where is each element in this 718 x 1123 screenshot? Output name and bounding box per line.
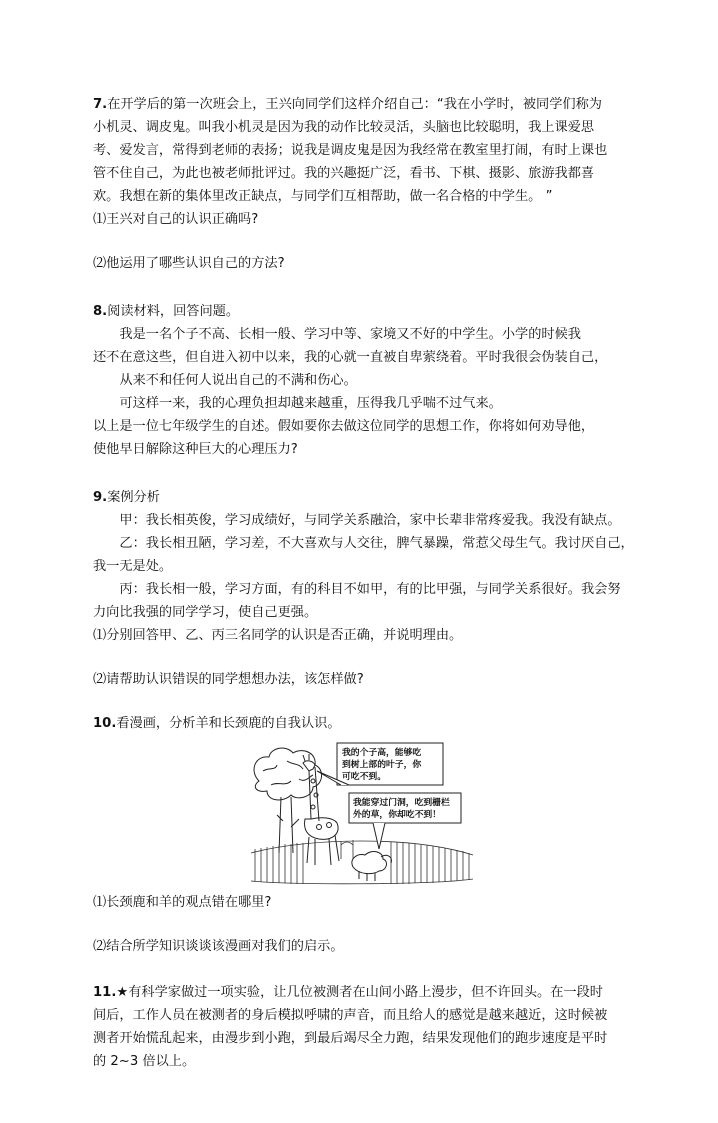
sheep-icon: [352, 852, 391, 881]
giraffe-bubble-line-2: 到树上部的叶子，你: [342, 760, 422, 770]
q8-para1-line-1: 我是一名个子不高、长相一般、学习中等、家境又不好的中学生。小学的时候我: [119, 327, 581, 342]
q9-case-yi-line-1: 乙：我长相丑陋，学习差，不大喜欢与人交往，脾气暴躁，常惹父母生气。我讨厌自己，: [119, 536, 634, 551]
question-11: [93, 981, 638, 1073]
q11-number: 11.: [93, 985, 117, 1000]
q8-ask-line-2: 使他早日解除这种巨大的心理压力?: [93, 442, 298, 457]
q11-line-4: 的 2~3 倍以上。: [93, 1054, 196, 1069]
answer-space: [93, 691, 638, 712]
q10-number: 10.: [93, 716, 117, 731]
answer-space: [93, 647, 638, 668]
q8-para1-line-3: 从来不和任何人说出自己的不满和伤心。: [119, 373, 357, 388]
tree-icon: [254, 748, 322, 853]
q11-line-2: 间后，工作人员在被测者的身后模拟呼啸的声音，而且给人的感觉是越来越近，这时候被: [93, 1008, 608, 1023]
question-7: [93, 93, 638, 275]
q9-title: 9.案例分析: [93, 490, 160, 505]
q11-line-1: 11.★有科学家做过一项实验，让几位被测者在山间小路上漫步，但不许回头。在一段时: [93, 985, 603, 1000]
q7-line-1: 7.在开学后的第一次班会上，王兴向同学们这样介绍自己：“我在小学时，被同学们称为: [93, 97, 602, 112]
q10-sub-question-2: ⑵结合所学知识谈谈该漫画对我们的启示。: [93, 939, 344, 954]
q9-case-yi-line-2: 我一无是处。: [93, 559, 173, 574]
q7-line-5: 欢。我想在新的集体里改正缺点，与同学们互相帮助，做一名合格的中学生。 ”: [93, 189, 553, 204]
answer-space: [93, 231, 638, 252]
answer-space: [93, 275, 638, 300]
question-10: [93, 712, 638, 958]
q9-case-bing-line-1: 丙：我长相一般，学习方面，有的科目不如甲，有的比甲强，与同学关系很好。我会努: [119, 582, 621, 597]
answer-space: [93, 958, 638, 981]
giraffe-speech-bubble: [317, 743, 443, 785]
q8-para1-line-2: 还不在意这些，但自进入初中以来，我的心就一直被自卑萦绕着。平时我很会伪装自己，: [93, 350, 608, 365]
question-8: [93, 300, 638, 461]
giraffe-sheep-cartoon-image: [241, 741, 481, 886]
sheep-speech-bubble: [349, 793, 461, 849]
q10-sub-question-1: ⑴长颈鹿和羊的观点错在哪里?: [93, 895, 272, 910]
fence-icon: [251, 840, 473, 884]
q10-title: 10.看漫画，分析羊和长颈鹿的自我认识。: [93, 716, 341, 731]
answer-space: [93, 914, 638, 935]
q7-line-3: 考、爱发言，常得到老师的表扬；说我是调皮鬼是因为我经常在教室里打闹，有时上课也: [93, 143, 608, 158]
q8-ask-line-1: 以上是一位七年级学生的自述。假如要你去做这位同学的思想工作，你将如何劝导他，: [93, 419, 595, 434]
q8-title: 8.阅读材料，回答问题。: [93, 304, 240, 319]
q7-sub-question-1: ⑴王兴对自己的认识正确吗?: [93, 212, 259, 227]
question-list: [93, 93, 638, 1073]
giraffe-bubble-line-3: 可吃不到。: [342, 772, 386, 782]
q9-sub-question-2: ⑵请帮助认识错误的同学想想办法，该怎样做?: [93, 672, 364, 687]
giraffe-bubble-line-1: 我的个子高，能够吃: [342, 748, 422, 758]
q9-sub-question-1: ⑴分别回答甲、乙、丙三名同学的认识是否正确，并说明理由。: [93, 628, 463, 643]
q8-number: 8.: [93, 304, 108, 319]
q7-line-2: 小机灵、调皮鬼。叫我小机灵是因为我的动作比较灵活，头脑也比较聪明，我上课爱思: [93, 120, 595, 135]
q7-number: 7.: [93, 97, 108, 112]
q9-number: 9.: [93, 490, 108, 505]
q9-case-jia: 甲：我长相英俊，学习成绩好，与同学关系融洽，家中长辈非常疼爱我。我没有缺点。: [119, 513, 621, 528]
question-9: [93, 486, 638, 691]
cartoon-figure: [93, 741, 638, 889]
q11-line-3: 测者开始慌乱起来，由漫步到小跑，到最后竭尽全力跑，结果发现他们的跑步速度是平时: [93, 1031, 608, 1046]
answer-space: [93, 461, 638, 486]
q8-para2: 可这样一来，我的心理负担却越来越重，压得我几乎喘不过气来。: [119, 396, 502, 411]
sheep-bubble-line-2: 外的草，你却吃不到！: [353, 810, 441, 820]
q9-case-bing-line-2: 力向比我强的同学学习，使自己更强。: [93, 605, 318, 620]
q7-sub-question-2: ⑵他运用了哪些认识自己的方法?: [93, 256, 285, 271]
q7-line-4: 管不住自己，为此也被老师批评过。我的兴趣挺广泛，看书、下棋、摄影、旅游我都喜: [93, 166, 595, 181]
sheep-bubble-line-1: 我能穿过门洞，吃到栅栏: [353, 798, 450, 808]
